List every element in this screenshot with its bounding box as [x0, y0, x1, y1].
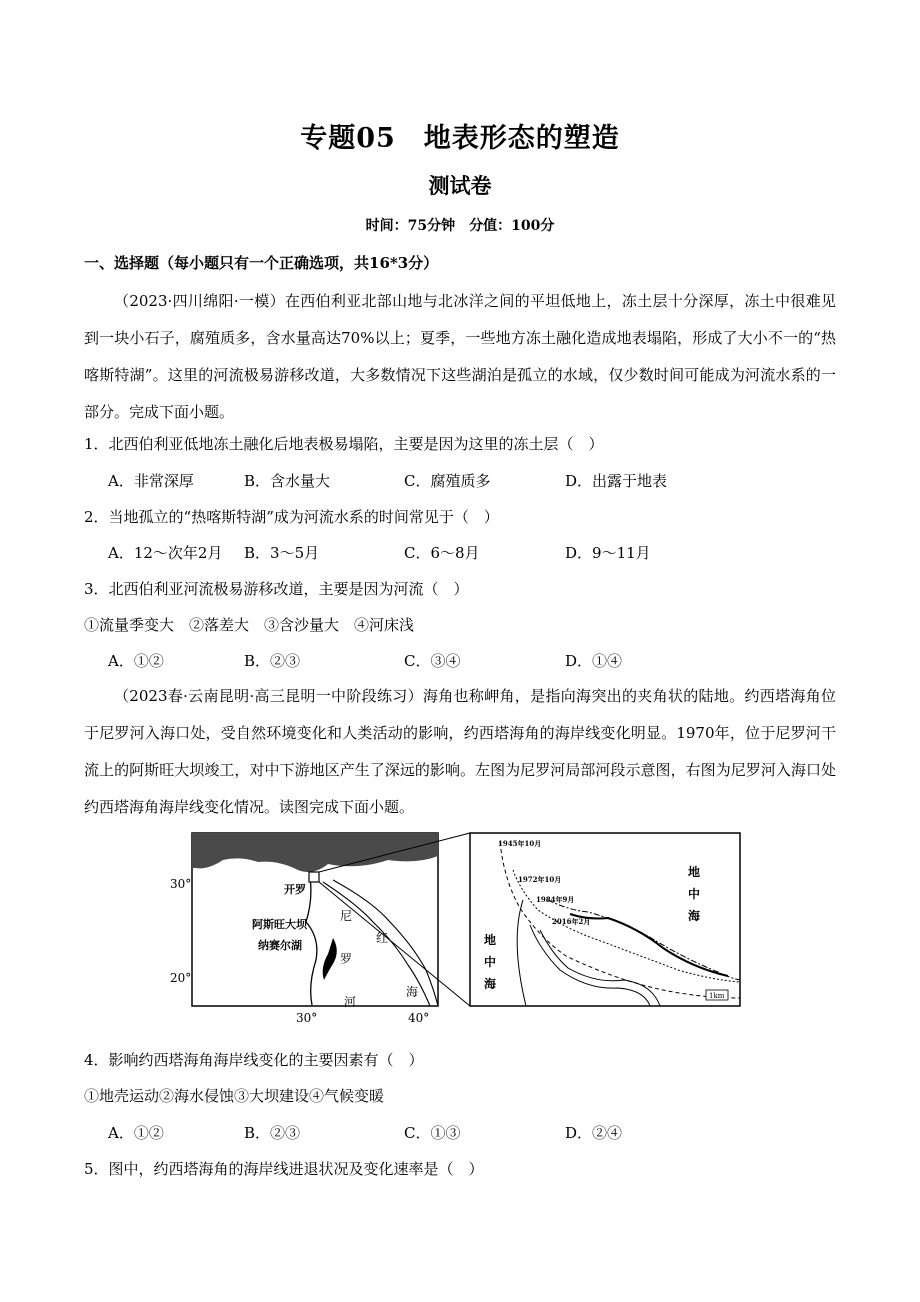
med-sea-right-char-2: 中 [688, 887, 701, 901]
question-4-stem: 4．影响约西塔海角海岸线变化的主要因素有（ ） [84, 1051, 424, 1069]
nile-figure [168, 830, 746, 1026]
coastline-1945 [500, 842, 740, 998]
section-heading: 一、选择题（每小题只有一个正确选项，共16*3分） [84, 254, 439, 272]
inset-locator-box [309, 872, 319, 882]
question-5-stem: 5．图中，约西塔海角的海岸线进退状况及变化速率是（ ） [84, 1160, 484, 1178]
river-bank-middle [530, 925, 650, 1006]
nile-river-line [306, 876, 317, 1005]
year-1945-label: 1945年10月 [498, 839, 542, 848]
question-1-stem: 1．北西伯利亚低地冻土融化后地表极易塌陷，主要是因为这里的冻土层（ ） [84, 435, 604, 453]
q3-factors: ①流量季变大 ②落差大 ③含沙量大 ④河床浅 [84, 616, 415, 634]
q2-option-c[interactable]: C．6～8月 [404, 544, 480, 562]
q4-option-a[interactable]: A．①② [108, 1124, 164, 1142]
nile-char-3: 河 [344, 995, 357, 1009]
q3-option-c[interactable]: C．③④ [404, 652, 461, 670]
med-sea-left-char-3: 海 [484, 977, 497, 991]
med-sea-left-char-1: 地 [484, 933, 497, 947]
page-subtitle: 测试卷 [428, 173, 492, 198]
red-sea-char-1: 红 [376, 931, 389, 945]
lake-nasser-shape [323, 938, 337, 980]
lon-40-label: 40° [408, 1011, 430, 1025]
lon-30-label: 30° [296, 1011, 318, 1025]
red-sea-char-2: 海 [406, 985, 419, 999]
right-map [470, 833, 740, 1006]
cairo-label: 开罗 [284, 883, 306, 896]
q3-option-a[interactable]: A．①② [108, 652, 164, 670]
lake-nasser-label: 纳赛尔湖 [258, 939, 302, 952]
time-info: 时间：75分钟 分值：100分 [365, 218, 555, 234]
q1-option-c[interactable]: C．腐殖质多 [404, 472, 491, 490]
med-sea-right-char-1: 地 [688, 865, 701, 879]
q2-option-a[interactable]: A．12～次年2月 [108, 544, 223, 562]
question-3-stem: 3．北西伯利亚河流极易游移改道，主要是因为河流（ ） [84, 580, 469, 598]
aswan-dam-label: 阿斯旺大坝 [252, 918, 307, 931]
left-map [170, 833, 470, 1025]
scale-bar-label: 1km [709, 992, 725, 1000]
med-sea-right-char-3: 海 [688, 909, 701, 923]
q2-option-b[interactable]: B．3～5月 [244, 544, 320, 562]
year-1972-label: 1972年10月 [518, 875, 562, 884]
q4-option-b[interactable]: B．②③ [244, 1124, 301, 1142]
q3-option-b[interactable]: B．②③ [244, 652, 301, 670]
q2-option-d[interactable]: D．9～11月 [565, 544, 651, 562]
med-sea-left-char-2: 中 [484, 955, 497, 969]
q1-option-a[interactable]: A．非常深厚 [108, 472, 194, 490]
q3-option-d[interactable]: D．①④ [565, 652, 623, 670]
passage-1: （2023·四川绵阳·一模）在西伯利亚北部山地与北冰洋之间的平坦低地上，冻土层十分深厚，冻土中很难见到一块小石子，腐殖质多，含水量高达70%以上；夏季，一些地方冻土融化造成地表塌陷，形成了大小不一的“热喀斯特湖”。这里的河流极易游移改道，大多数情况下这些湖泊是孤立的水域，仅少数时间可能成为河流水系的一部分。完成下面小题。 [84, 292, 836, 421]
nile-char-2: 罗 [340, 952, 353, 966]
q4-option-c[interactable]: C．①③ [404, 1124, 461, 1142]
lat-20-label: 20° [170, 971, 192, 985]
year-2016-label: 2016年2月 [552, 917, 591, 926]
q1-option-d[interactable]: D．出露于地表 [565, 472, 668, 490]
leader-line-bottom [319, 882, 470, 1006]
nile-char-1: 尼 [340, 909, 353, 923]
page-title: 专题05 地表形态的塑造 [300, 123, 620, 154]
river-bank-west [517, 900, 526, 1006]
passage-2: （2023春·云南昆明·高三昆明一中阶段练习）海角也称岬角，是指向海突出的夹角状的陆地。约西塔海角位于尼罗河入海口处，受自然环境变化和人类活动的影响，约西塔海角的海岸线变化明显。1970年，位于尼罗河干流上的阿斯旺大坝竣工，对中下游地区产生了深远的影响。左图为尼罗河局部河段示意图，右图为尼罗河入海口处约西塔海角海岸线变化情况。读图完成下面小题。 [84, 687, 836, 816]
question-2-stem: 2．当地孤立的“热喀斯特湖”成为河流水系的时间常见于（ ） [84, 508, 499, 526]
q4-factors: ①地壳运动②海水侵蚀③大坝建设④气候变暖 [84, 1087, 385, 1105]
coastline-1984 [548, 900, 740, 980]
mediterranean-shading [192, 833, 438, 872]
lat-30-label: 30° [170, 877, 192, 891]
q1-option-b[interactable]: B．含水量大 [244, 472, 331, 490]
q4-option-d[interactable]: D．②④ [565, 1124, 623, 1142]
year-1984-label: 1984年9月 [536, 895, 575, 904]
